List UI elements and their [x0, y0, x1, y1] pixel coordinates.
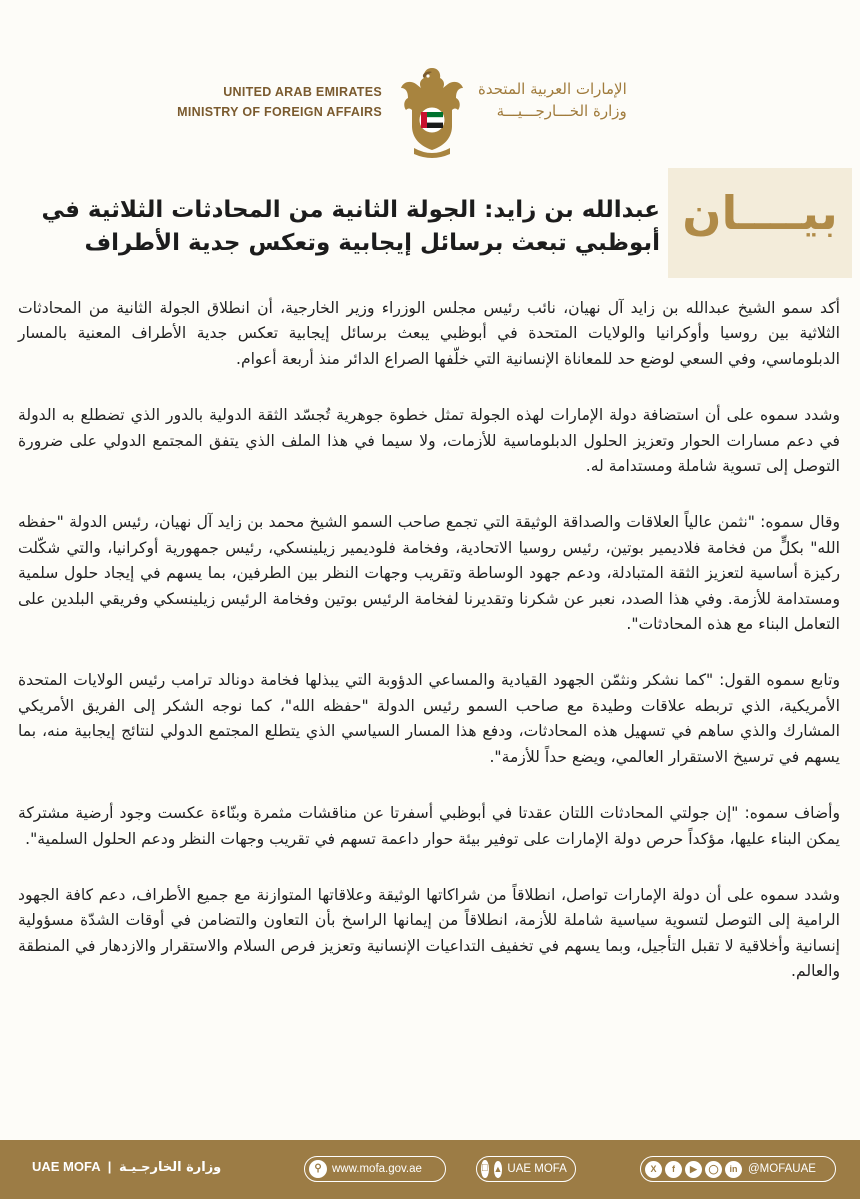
ministry-name-ar-line2: وزارة الخـــارجـــيـــة [496, 102, 627, 120]
paragraph: وأضاف سموه: "إن جولتي المحادثات اللتان عقدتا في أبوظبي أسفرتا عن مناقشات مثمرة وبنّاءة عكست وجود أرضية مشتركة يمكن البناء عليها، مؤكداً حرص دولة الإمارات على توفير بيئة حوار داعمة تسهم في تقريب وجهات النظر ودعم الحلول السلمية". [18, 804, 840, 848]
paragraph: وقال سموه: "نثمن عالياً العلاقات والصداقة الوثيقة التي تجمع صاحب السمو الشيخ محمد بن زايد آل نهيان، رئيس الدولة "حفظه الله" بكلٍّ من فخامة فلاديمير بوتين، رئيس روسيا الاتحادية، وفخامة فلوديمير زيلينسكي، رئيس جمهورية أوكرانيا، والتي شكّلت ركيزة أساسية لتعزيز الثقة المتبادلة، ودعم جهود الوساطة وتقريب وجهات النظر بين الطرفين، بما يسهم في إيجاد حلول سلمية ومستدامة للأزمة. وفي هذا الصدد، نعبر عن شكرنا وتقديرنا لفخامة الرئيس بوتين وفخامة الرئيس زيلينسكي وفريقي البلدين على التعامل البناء مع هذه المحادثات". [18, 513, 840, 634]
app-link[interactable] [476, 1156, 576, 1182]
social-links[interactable] [640, 1156, 836, 1182]
ministry-name-en-line1: UNITED ARAB EMIRATES [223, 85, 382, 99]
android-icon: ▲ [494, 1161, 503, 1178]
footer-brand [32, 1159, 221, 1175]
instagram-icon[interactable]: ◯ [705, 1161, 722, 1178]
uae-emblem-icon [398, 64, 466, 160]
linkedin-icon[interactable]: in [725, 1161, 742, 1178]
ministry-name-ar-line1: الإمارات العربية المتحدة [478, 80, 627, 98]
letterhead [0, 0, 860, 170]
ministry-name-en-line2: MINISTRY OF FOREIGN AFFAIRS [177, 105, 382, 119]
paragraph: وشدد سموه على أن استضافة دولة الإمارات لهذه الجولة تمثل خطوة جوهرية تُجسّد الثقة الدولية بالدور الذي تضطلع به الدولة في دعم مسارات الحوار وتعزيز الحلول الدبلوماسية للأزمات، ولا سيما في هذا الملف الذي يتفق المجتمع الدولي على ضرورة التوصل إلى تسوية شاملة ومستدامة له. [18, 406, 840, 476]
footer-brand-en: UAE MOFA [32, 1159, 101, 1174]
ministry-name-en [177, 82, 382, 122]
search-icon: ⚲ [309, 1160, 327, 1178]
paragraph: وتابع سموه القول: "كما نشكر ونثمّن الجهود القيادية والمساعي الدؤوبة التي يبذلها فخامة دونالد ترامب رئيس الولايات المتحدة الأمريكية، الذي تربطه علاقات وطيدة مع صاحب السمو رئيس الدولة "حفظه الله"، كما نوجه الشكر إلى الفريق الأمريكي المشارك والذي ساهم في تسهيل هذه المحادثات، ودفع هذا المسار السياسي الذي يتطلع المجتمع الدولي لنتائج إيجابية منه، بما يسهم في ترسيخ الاستقرار العالمي، ويضع حداً للأزمة". [18, 671, 840, 766]
social-handle: @MOFAUAE [748, 1163, 816, 1175]
apple-icon [481, 1160, 489, 1178]
website-url: www.mofa.gov.ae [332, 1163, 422, 1175]
statement-title-block [0, 168, 860, 280]
x-icon[interactable]: X [645, 1161, 662, 1178]
website-link[interactable] [304, 1156, 446, 1182]
ministry-name-ar [478, 78, 627, 122]
statement-tag: بيــــان [682, 186, 838, 240]
footer-brand-ar: وزارة الخارجـيـة [119, 1160, 222, 1175]
statement-body [18, 296, 840, 1016]
paragraph: وشدد سموه على أن دولة الإمارات تواصل، انطلاقاً من شراكاتها الوثيقة وعلاقاتها المتوازنة مع جميع الأطراف، دعم كافة الجهود الرامية إلى التوصل لتسوية سياسية شاملة للأزمة، انطلاقاً من إيمانها الراسخ بأن التعاون والتضامن في أوقات الشدّة مسؤولية إنسانية وأخلاقية لا تقبل التأجيل، وبما يسهم في تخفيف التداعيات الإنسانية وتعزيز فرص السلام والاستقرار والازدهار في المنطقة والعالم. [18, 885, 840, 981]
headline: عبدالله بن زايد: الجولة الثانية من المحادثات الثلاثية في أبوظبي تبعث برسائل إيجابية وتعكس جدية الأطراف [41, 197, 660, 256]
footer-separator: | [107, 1159, 112, 1174]
footer-bar [0, 1140, 860, 1199]
app-label: UAE MOFA [505, 1163, 565, 1175]
facebook-icon[interactable]: f [665, 1161, 682, 1178]
statement-tag-box [668, 168, 852, 278]
paragraph: أكد سمو الشيخ عبدالله بن زايد آل نهيان، نائب رئيس مجلس الوزراء وزير الخارجية، أن انطلاق الجولة الثانية من المحادثات الثلاثية بين روسيا وأوكرانيا والولايات المتحدة في أبوظبي يبعث برسائل إيجابية تعكس جدية الأطراف المعنية بالمسار الدبلوماسي، وفي السعي لوضع حد للمعاناة الإنسانية التي خلّفها الصراع الدائر منذ أربعة أعوام. [18, 299, 840, 368]
youtube-icon[interactable]: ▶ [685, 1161, 702, 1178]
